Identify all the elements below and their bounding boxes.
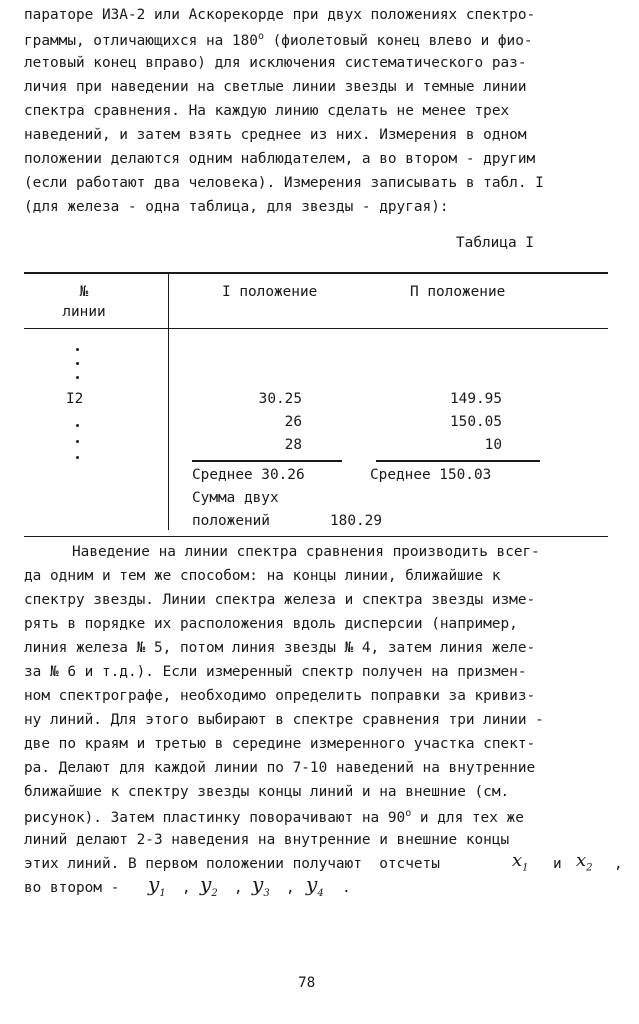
sum-label-line-1: Сумма двух [192,490,279,506]
position-2-value: 150.05 [450,414,502,430]
table-top-rule [24,272,608,274]
math-var: x [576,850,587,871]
text-line: да одним и тем же способом: на концы линии, ближайшие к [24,568,501,584]
table-header-rule [24,328,608,329]
line-number: I2 [66,391,84,407]
text-span: и для тех же [411,809,524,826]
comma: , [234,880,243,896]
math-y3 [252,874,270,899]
comma: , [614,856,623,872]
sum-label-line-2: положений [192,513,270,529]
comma: , [182,880,191,896]
ellipsis-dot [76,424,79,427]
math-var: y [200,872,212,896]
text-line [24,32,533,48]
math-y4 [306,874,324,899]
math-sub: 3 [263,888,270,899]
position-1-value: 30.25 [258,391,302,407]
ellipsis-dot [76,348,79,351]
ellipsis-dot [76,362,79,365]
math-x2 [576,852,593,874]
table-column-divider [168,272,169,530]
text-line: параторе ИЗА-2 или Аскорекорде при двух положениях спектро- [24,7,536,23]
conjunction: и [553,856,562,872]
header-number-sign: № [79,284,89,300]
comma: , [286,880,295,896]
text-line [24,809,524,825]
text-line: спектра сравнения. На каждую линию сделать не менее трех [24,103,510,119]
text-line: ну линий. Для этого выбирают в спектре сравнения три линии - [24,712,544,728]
header-position-2: П положение [410,284,506,300]
text-line: во втором - [24,880,120,896]
math-var: y [252,872,264,896]
math-var: y [148,872,160,896]
math-sub: 1 [522,862,529,874]
text-line: линия железа № 5, потом линия звезды № 4, затем линия желе- [24,640,536,656]
ellipsis-dot [76,376,79,379]
mean-position-2: Среднее 150.03 [370,467,492,483]
text-line: положении делаются одним наблюдателем, а во втором - другим [24,151,536,167]
math-sub: 2 [211,888,218,899]
text-line: рять в порядке их расположения вдоль дисперсии (например, [24,616,518,632]
math-x1 [512,852,529,874]
position-1-value: 26 [284,414,302,430]
text-line: наведений, и затем взять среднее из них. Измерения в одном [24,127,527,143]
text-line: за № 6 и т.д.). Если измеренный спектр получен на призмен- [24,664,527,680]
text-line: (если работают два человека). Измерения записывать в табл. I [24,175,544,191]
mean-rule-2 [376,460,540,462]
math-y2 [200,874,218,899]
math-var: x [512,850,523,871]
text-line: линий делают 2-3 наведения на внутренние и внешние концы [24,832,510,848]
text-line: ближайшие к спектру звезды концы линий и на внешние (см. [24,784,510,800]
mean-position-1: Среднее 30.26 [192,467,305,483]
text-span: граммы, отличающихся на 180 [24,32,258,49]
text-line: спектру звезды. Линии спектра железа и спектра звезды изме- [24,592,536,608]
degree-sup: о [257,31,264,42]
position-2-value: 10 [484,437,502,453]
text-line: (для железа - одна таблица, для звезды - другая): [24,199,449,215]
ellipsis-dot [76,456,79,459]
math-var: y [306,872,318,896]
position-2-value: 149.95 [450,391,502,407]
text-line: летовый конец вправо) для исключения систематического раз- [24,55,527,71]
text-span: рисунок). Затем пластинку поворачивают на 90 [24,809,406,826]
text-line: ра. Делают для каждой линии по 7-10 наведений на внутренние [24,760,536,776]
mean-rule-1 [192,460,342,462]
math-sub: 2 [586,862,593,874]
math-sub: 4 [317,888,324,899]
text-line: этих линий. В первом положении получают отсчеты [24,856,440,872]
page-number: 78 [298,975,316,991]
header-position-1: I положение [222,284,318,300]
table-bottom-rule [24,536,608,537]
text-span: (фиолетовый конец влево и фио- [263,32,533,49]
text-line: Наведение на линии спектра сравнения производить всег- [72,544,540,560]
math-sub: 1 [159,888,166,899]
text-line: две по краям и третью в середине измеренного участка спект- [24,736,536,752]
ellipsis-dot [76,440,79,443]
degree-sup: о [405,808,412,819]
math-y1 [148,874,166,899]
period: . [342,880,351,896]
sum-value: 180.29 [330,513,382,529]
position-1-value: 28 [284,437,302,453]
text-line: личия при наведении на светлые линии звезды и темные линии [24,79,527,95]
header-line-label: линии [62,304,106,320]
table-caption: Таблица I [456,235,534,251]
text-line: ном спектрографе, необходимо определить поправки за кривиз- [24,688,536,704]
